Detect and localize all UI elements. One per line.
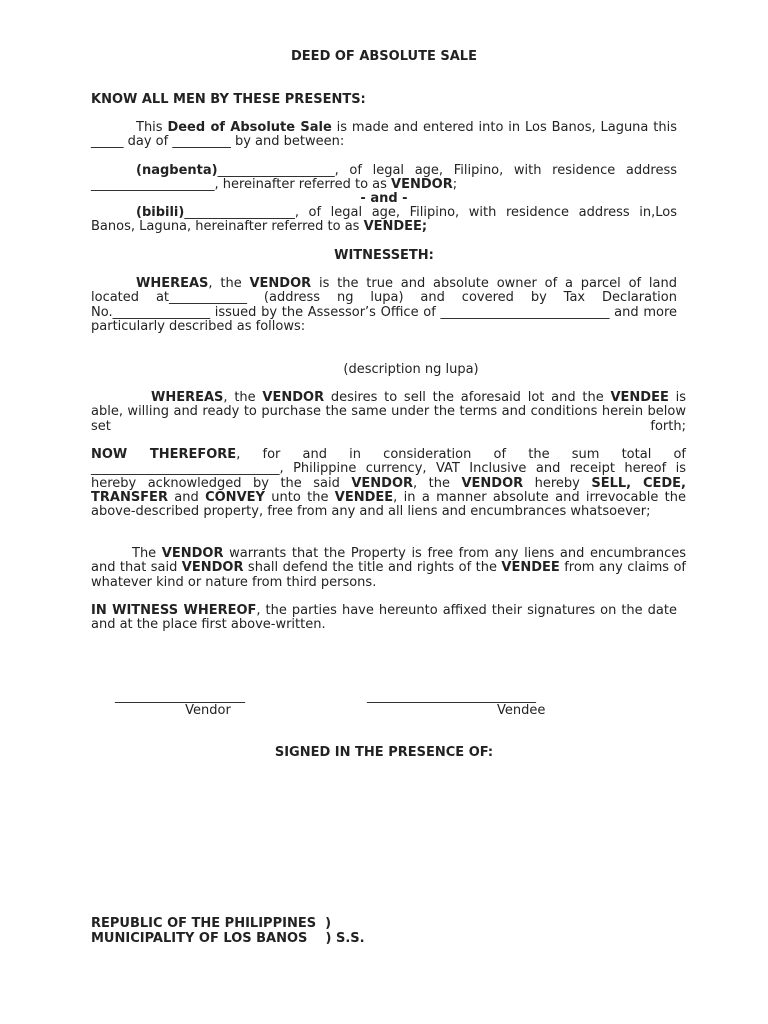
vendor-term: VENDOR (249, 276, 312, 291)
whereas-text: is able, willing and ready to purchase the same under the terms and conditions herein below set forth; (91, 390, 686, 434)
consideration-text: , the (413, 475, 462, 491)
vendor-party-paragraph (91, 164, 677, 193)
intro-paragraph (91, 121, 677, 150)
whereas-text: is the true and absolute owner of a parcel of land located at____________ (address ng lupa) and covered by Tax Declaration No._______________ issued by the Assessor’s Office of __________________________ and more particularly described as follows: (91, 276, 677, 334)
vendee-term: VENDEE (334, 489, 394, 505)
consideration-text: unto the (264, 489, 335, 505)
know-all-heading: KNOW ALL MEN BY THESE PRESENTS: (91, 92, 366, 107)
warranty-text: from any claims of whatever kind or nature from third persons. (91, 560, 686, 590)
signed-presence-heading: SIGNED IN THE PRESENCE OF: (274, 745, 494, 760)
witnesseth-heading: WITNESSETH: (334, 248, 434, 263)
vendor-signature-label: Vendor (185, 703, 231, 718)
consideration-text: hereby (523, 475, 592, 491)
land-description-placeholder: (description ng lupa) (343, 362, 479, 377)
vendor-term: VENDOR (391, 177, 453, 193)
whereas-ownership-paragraph (91, 277, 677, 334)
warranty-text: The (132, 546, 162, 561)
in-witness-term: IN WITNESS WHEREOF (91, 603, 257, 618)
consideration-text: , in a manner absolute and irrevocable the above-described property, free from any and all liens and encumbrances whatsoever; (91, 489, 687, 520)
convey-term: CONVEY (205, 489, 265, 505)
consideration-text: , for and in consideration of the sum total of _____________________________, Philippine currency, VAT Inclusive and receipt hereof is hereby acknowledged by the said (91, 447, 687, 491)
vendee-term: VENDEE (501, 560, 560, 576)
vendee-party-paragraph (91, 206, 677, 235)
and-separator: - and - (360, 191, 408, 206)
deed-term: Deed of Absolute Sale (167, 120, 332, 135)
vendor-party-text: __________________, of legal age, Filipino, with residence address ___________________, hereinafter referred to as (91, 163, 677, 193)
vendor-role-label: (nagbenta) (136, 163, 218, 178)
whereas-term: WHEREAS (151, 390, 224, 405)
vendor-term: VENDOR (181, 560, 244, 576)
vendor-term: VENDOR (351, 475, 414, 491)
document-title: DEED OF ABSOLUTE SALE (291, 49, 477, 64)
municipality-line: MUNICIPALITY OF LOS BANOS ) S.S. (91, 931, 365, 946)
warranty-text: warrants that the Property is free from any liens and encumbrances and that said (91, 546, 687, 576)
in-witness-paragraph (91, 604, 677, 633)
vendor-term: VENDOR (262, 390, 325, 405)
warranty-paragraph (91, 547, 686, 590)
whereas-text: desires to sell the aforesaid lot and the (324, 390, 611, 405)
intro-text: This (136, 120, 168, 135)
vendee-role-label: (bibili) (136, 205, 185, 220)
vendee-signature-label: Vendee (497, 703, 546, 718)
vendee-term: VENDEE (610, 390, 669, 405)
vendee-term: VENDEE; (363, 219, 428, 235)
vendor-party-text: ; (452, 177, 458, 193)
whereas-sale-paragraph (91, 391, 686, 434)
vendee-party-text: _________________, of legal age, Filipino, with residence address in,Los Banos, Laguna, hereinafter referred to as (91, 205, 677, 235)
now-therefore-term: NOW THEREFORE (91, 447, 237, 462)
warranty-text: shall defend the title and rights of the (243, 560, 502, 576)
vendee-signature-line: __________________________ (367, 689, 536, 704)
vendor-signature-line: ____________________ (115, 689, 245, 704)
republic-line: REPUBLIC OF THE PHILIPPINES ) (91, 916, 332, 931)
transfer-terms: SELL, CEDE, TRANSFER (91, 475, 686, 505)
intro-text: is made and entered into in Los Banos, Laguna this _____ day of _________ by and between: (91, 120, 677, 150)
now-therefore-paragraph (91, 448, 686, 519)
vendor-term: VENDOR (461, 475, 524, 491)
vendor-term: VENDOR (161, 546, 224, 561)
whereas-text: , the (208, 276, 250, 291)
whereas-text: , the (223, 390, 263, 405)
whereas-term: WHEREAS (136, 276, 209, 291)
in-witness-text: , the parties have hereunto affixed their signatures on the date and at the place first above-written. (91, 603, 677, 633)
consideration-text: and (167, 489, 206, 505)
